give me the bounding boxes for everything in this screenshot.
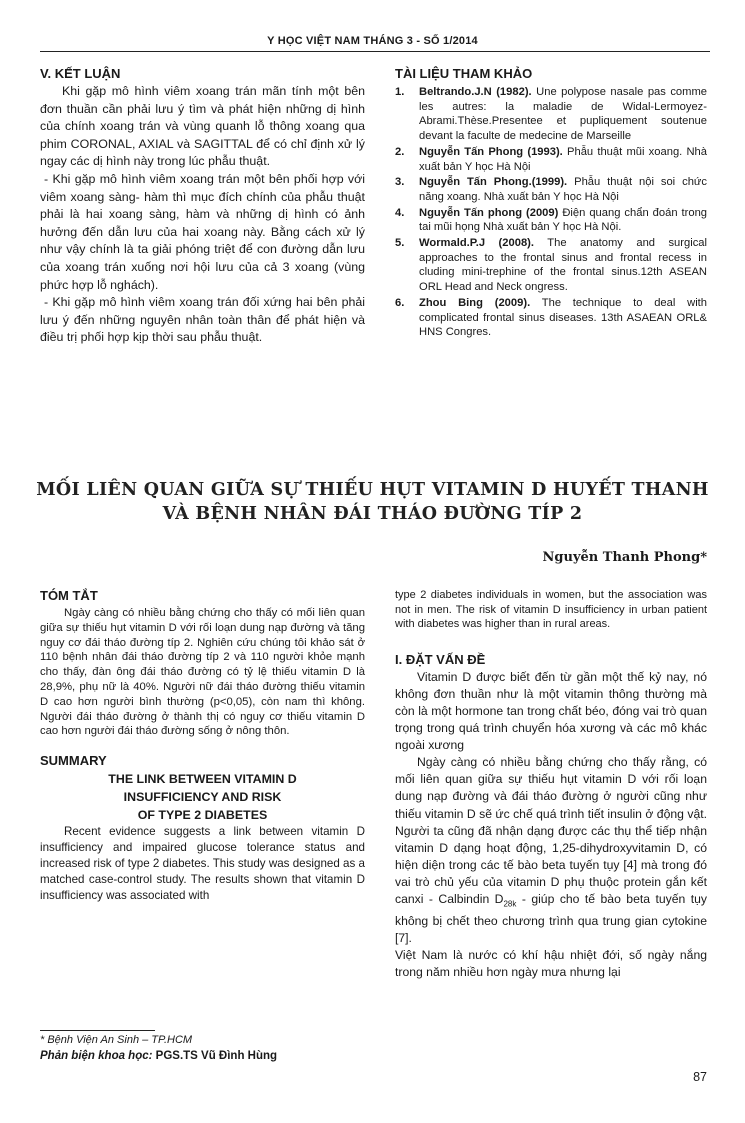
reference-number: 6. [395,296,405,309]
reference-number: 1. [395,86,405,98]
summary-title-line-2: INSUFFICIENCY AND RISK [123,790,282,805]
header-rule [40,51,710,52]
article-author: Nguyễn Thanh Phong* [542,550,707,565]
intro-paragraph-3: Việt Nam là nước có khí hậu nhiệt đới, số ngày nắng trong năm nhiều hơn ngày mưa nhưng lại [395,947,707,979]
footnote [40,1032,365,1064]
reference-author: Beltrando.J.N (1982). [419,86,532,98]
reference-text: Phẫu thuật nội soi chức năng xoang. Nhà xuất bản Y học Hà Nội [419,176,708,203]
intro-paragraph-2-main: Ngày càng có nhiều bằng chứng cho thấy rằng, có mối liên quan giữa sự thiếu hụt vitamin D với rối loạn dung nạp đường và đái tháo đường ở người cũng như thiếu vitamin D sẽ ức chế quá trình tiết insulin ở động vật. Người ta cũng đã nhận dạng được các thụ thể tiếp nhận vitamin D dạng hoạt động, 1,25-dihydroxyvitamin D, có hiện diện trong các tế bào beta tuyến tụy [4] mà trong đó vai trò chủ yếu của vitamin D phụ thuộc protein gắn kết canxi - Calbindin D [395,755,707,906]
intro-column [395,588,707,981]
references-list [395,85,707,340]
conclusion-paragraph-1: Khi gặp mô hình viêm xoang trán mãn tính một bên đơn thuần cần phải lưu ý tìm và phát hiện những dị hình của chính xoang trán và vùng quanh lỗ thông xoang qua phim CORONAL, AXIAL và SAGITTAL để có chỉ định xử lý ngay các dị hình này trong lúc phẫu thuật. [40,84,365,169]
abstract-column [40,588,365,904]
summary-title [40,770,365,824]
footnote-reviewer [40,1048,365,1064]
abstract-vn-text: Ngày càng có nhiều bằng chứng cho thấy có mối liên quan giữa sự thiếu hụt vitamin D với rối loạn dung nạp đường và tăng nguy cơ đái tháo đường típ 2. Nghiên cứu chúng tôi khảo sát ở 110 bệnh nhân đái tháo đường típ 2 và 110 người khỏe mạnh cho thấy, đàn ông đái tháo đường có tỷ lệ thiếu vitamin D là 28,9%, phụ nữ là 40%. Người nữ đái tháo đường thiếu vitamin D cao hơn người bình thường (p<0,05), còn nam thì không. Người đái tháo đường ở thành thị có nguy cơ thiếu vitamin D cao hơn người đái tháo đường sống ở nông thôn. [40,607,365,738]
reference-item [395,145,707,174]
reference-number: 3. [395,176,405,189]
intro-heading: I. ĐẶT VẤN ĐỀ [395,651,486,667]
references-heading: TÀI LIỆU THAM KHẢO [395,66,533,81]
reference-author: Nguyễn Tấn Phong.(1999). [419,176,568,189]
reference-number: 2. [395,145,405,158]
summary-title-line-3: OF TYPE 2 DIABETES [137,808,268,823]
reference-item [395,296,707,340]
article-title-line-2: VÀ BỆNH NHÂN ĐÁI THÁO ĐƯỜNG TÍP 2 [162,504,583,524]
reference-number: 5. [395,237,405,250]
summary-text-continued: type 2 diabetes individuals in women, but the association was not in men. The risk of vitamin D insufficiency in urban patient with diabetes was higher than in rural areas. [395,589,707,631]
reference-author: Wormald.P.J (2008). [419,237,535,250]
reference-author: Zhou Bing (2009). [419,296,531,309]
intro-paragraph-2 [395,754,707,946]
reference-item [395,206,707,235]
reviewer-label: Phản biện khoa học: [40,1050,153,1062]
summary-text: Recent evidence suggests a link between vitamin D insufficiency and impaired glucose tolerance status and increased risk of type 2 diabetes. This study was designed as a matched case-control study. The results shown that vitamin D insufficiency was associated with [40,825,365,903]
calbindin-subscript: 28k [503,899,517,909]
reference-item [395,85,707,144]
summary-heading: SUMMARY [40,753,107,769]
reference-item [395,236,707,295]
reference-text: Une polypose nasale pas comme les autres: la maladie de Widal-Lermoyez-Abrami.Thèse.Presentee et pupliquement soutenue devant la faculte de medecine de Marseille [419,86,708,143]
reference-author: Nguyễn Tấn phong (2009) [419,206,559,219]
reference-item [395,175,707,204]
reference-text: Điện quang chẩn đoán trong tai mũi họng Nhà xuất bản Y học Hà Nội. [419,206,708,234]
footnote-affiliation: * Bệnh Viện An Sinh – TP.HCM [40,1034,193,1046]
page-number: 87 [693,1070,707,1084]
conclusion-paragraph-2: - Khi gặp mô hình viêm xoang trán một bên phối hợp với viêm xoang sàng- hàm thì mục đích chính của phẫu thuật phải là hai xoang sàng, hàm và những dị hình có ảnh hưởng đến dẫn lưu của hai xoang này. Bằng cách xử lý như vậy chính là ta giải phóng triệt để con đường dẫn lưu của xoang trán xuống nơi hội lưu của cả 3 xoang (vùng phức hợp lỗ nghách). [40,171,365,292]
abstract-vn-heading: TÓM TẮT [40,588,98,603]
reference-text: The technique to deal with complicated frontal sinus diseases. 13th ASAEAN ORL& HNS Congres. [419,296,708,339]
reviewer-name: PGS.TS Vũ Đình Hùng [155,1050,278,1062]
journal-header: Y HỌC VIỆT NAM THÁNG 3 - SỐ 1/2014 [267,35,478,47]
article-title [0,478,745,526]
intro-paragraph-2-end: - giúp cho tế bào beta tuyến tụy không bị chết theo chương trình qua trung gian cytokine [7]. [395,892,707,945]
summary-title-line-1: THE LINK BETWEEN VITAMIN D [108,772,297,787]
intro-paragraph-1: Vitamin D được biết đến từ gần một thế kỷ nay, nó không đơn thuần như là một vitamin thông thường mà còn là một hormone tan trong chất béo, đóng vai trò quan trọng trong quá trình chuyển hóa xương và các mô khác ngoài xương [395,669,707,753]
references-section [395,66,707,341]
reference-author: Nguyễn Tấn Phong (1993). [419,145,563,158]
reference-text: The anatomy and surgical approaches to the frontal sinus and frontal recess in cluding mini-trephine of the frontal sinus.12th ASEAN ORL Head and Neck ongress. [419,237,708,294]
footnote-rule [40,1030,155,1031]
conclusion-section [40,66,365,347]
conclusion-heading: V. KẾT LUẬN [40,66,121,81]
conclusion-paragraph-3: - Khi gặp mô hình viêm xoang trán đối xứng hai bên phải lưu ý đến những nguyên nhân toàn thân để phát hiện và điều trị phối hợp kịp thời sau phẫu thuật. [40,295,365,345]
reference-text: Phẫu thuật mũi xoang. Nhà xuất bản Y học Hà Nội [419,145,708,173]
reference-number: 4. [395,206,405,219]
article-title-line-1: MỐI LIÊN QUAN GIỮA SỰ THIẾU HỤT VITAMIN D HUYẾT THANH [36,480,709,500]
